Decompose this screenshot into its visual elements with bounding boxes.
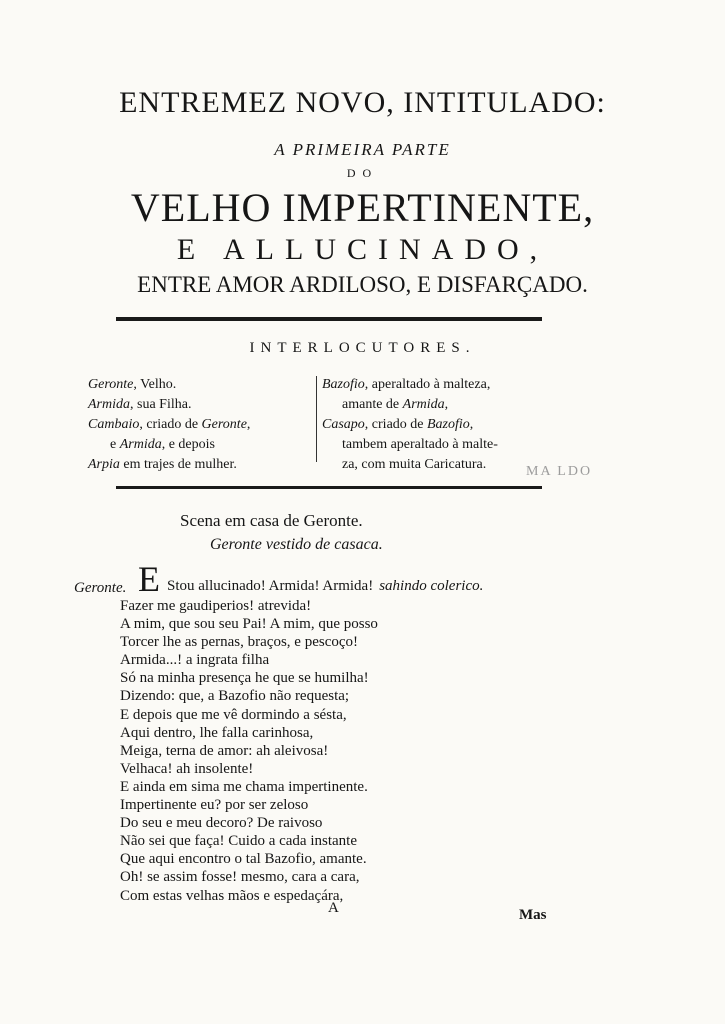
speaker-name: Geronte.: [74, 580, 127, 596]
cast-entry: Casapo, criado de Bazofio,: [322, 417, 474, 432]
verse-line: E depois que me vê dormindo a sésta,: [120, 706, 347, 723]
cast-divider: [316, 376, 317, 462]
verse-line: Oh! se assim fosse! mesmo, cara a cara,: [120, 869, 360, 886]
scene-heading: Scena em casa de Geronte.: [180, 511, 363, 530]
title-line-2: A PRIMEIRA PARTE: [274, 140, 451, 159]
title-line-1: ENTREMEZ NOVO, INTITULADO:: [119, 86, 606, 119]
cast-entry: Bazofio, aperaltado à malteza,: [322, 377, 491, 392]
verse-line: Fazer me gaudiperios! atrevida!: [120, 598, 312, 614]
verse-line: Que aqui encontro o tal Bazofio, amante.: [120, 851, 367, 868]
verse-line: Aqui dentro, lhe falla carinhosa,: [120, 724, 314, 741]
catchword: Mas: [519, 907, 547, 923]
cast-entry: amante de Armida,: [342, 397, 449, 412]
cast-bottom-divider: [116, 486, 542, 489]
verse-line: A mim, que sou seu Pai! A mim, que posso: [120, 616, 378, 633]
title-line-3: DO: [346, 166, 379, 180]
verse-block: [120, 597, 378, 905]
stage-direction-inline: sahindo colerico.: [379, 578, 484, 594]
verse-line: Armida...! a ingrata filha: [120, 652, 270, 669]
cast-entry: tambem aperaltado à maltе-: [342, 437, 498, 452]
drop-cap: E: [138, 559, 160, 599]
interlocutores-heading: INTERLOCUTORES.: [249, 340, 476, 356]
verse-line: Velhaca! ah insolente!: [120, 760, 254, 777]
signature-mark: A: [328, 900, 339, 916]
verse-line: Do seu e meu decoro? De raivoso: [120, 815, 323, 832]
cast-entry: Geronte, Velho.: [88, 377, 177, 392]
title-main: VELHO IMPERTINENTE,: [130, 185, 595, 230]
verse-line: Só na minha presença he que se humilha!: [120, 670, 369, 687]
cast-list-right: [322, 375, 498, 475]
library-stamp: MA LDO: [526, 464, 593, 479]
stage-direction: Geronte vestido de casaca.: [210, 536, 383, 553]
verse-line: Torcer lhe as pernas, braços, e pescoço!: [120, 634, 359, 651]
verse-line: Com estas velhas mãos e espedaçára,: [120, 887, 344, 904]
cast-entry: Arpia em trajes de mulher.: [88, 457, 237, 472]
cast-entry: za, com muita Caricatura.: [342, 457, 487, 472]
verse-line: Dizendo: que, a Bazofio não requesta;: [120, 688, 350, 705]
cast-entry: e Armida, e depois: [110, 437, 215, 452]
verse-line: Não sei que faça! Cuido a cada instante: [120, 833, 357, 850]
cast-entry: Cambaio, criado de Geronte,: [88, 417, 251, 432]
title-line-5: E ALLUCINADO,: [176, 233, 549, 266]
title-line-6: ENTRE AMOR ARDILOSO, E DISFARÇADO.: [137, 272, 588, 297]
verse-line: Meiga, terna de amor: ah aleivosa!: [120, 742, 329, 759]
cast-entry: Armida, sua Filha.: [88, 397, 192, 412]
title-divider: [116, 317, 542, 321]
verse-line: E ainda em sima me chama impertinente.: [120, 778, 368, 795]
verse-line: Impertinente eu? por ser zeloso: [120, 797, 309, 814]
cast-list-left: [88, 375, 250, 475]
verse-first-line: Stou allucinado! Armida! Armida! sahindo colerico.: [167, 578, 484, 594]
